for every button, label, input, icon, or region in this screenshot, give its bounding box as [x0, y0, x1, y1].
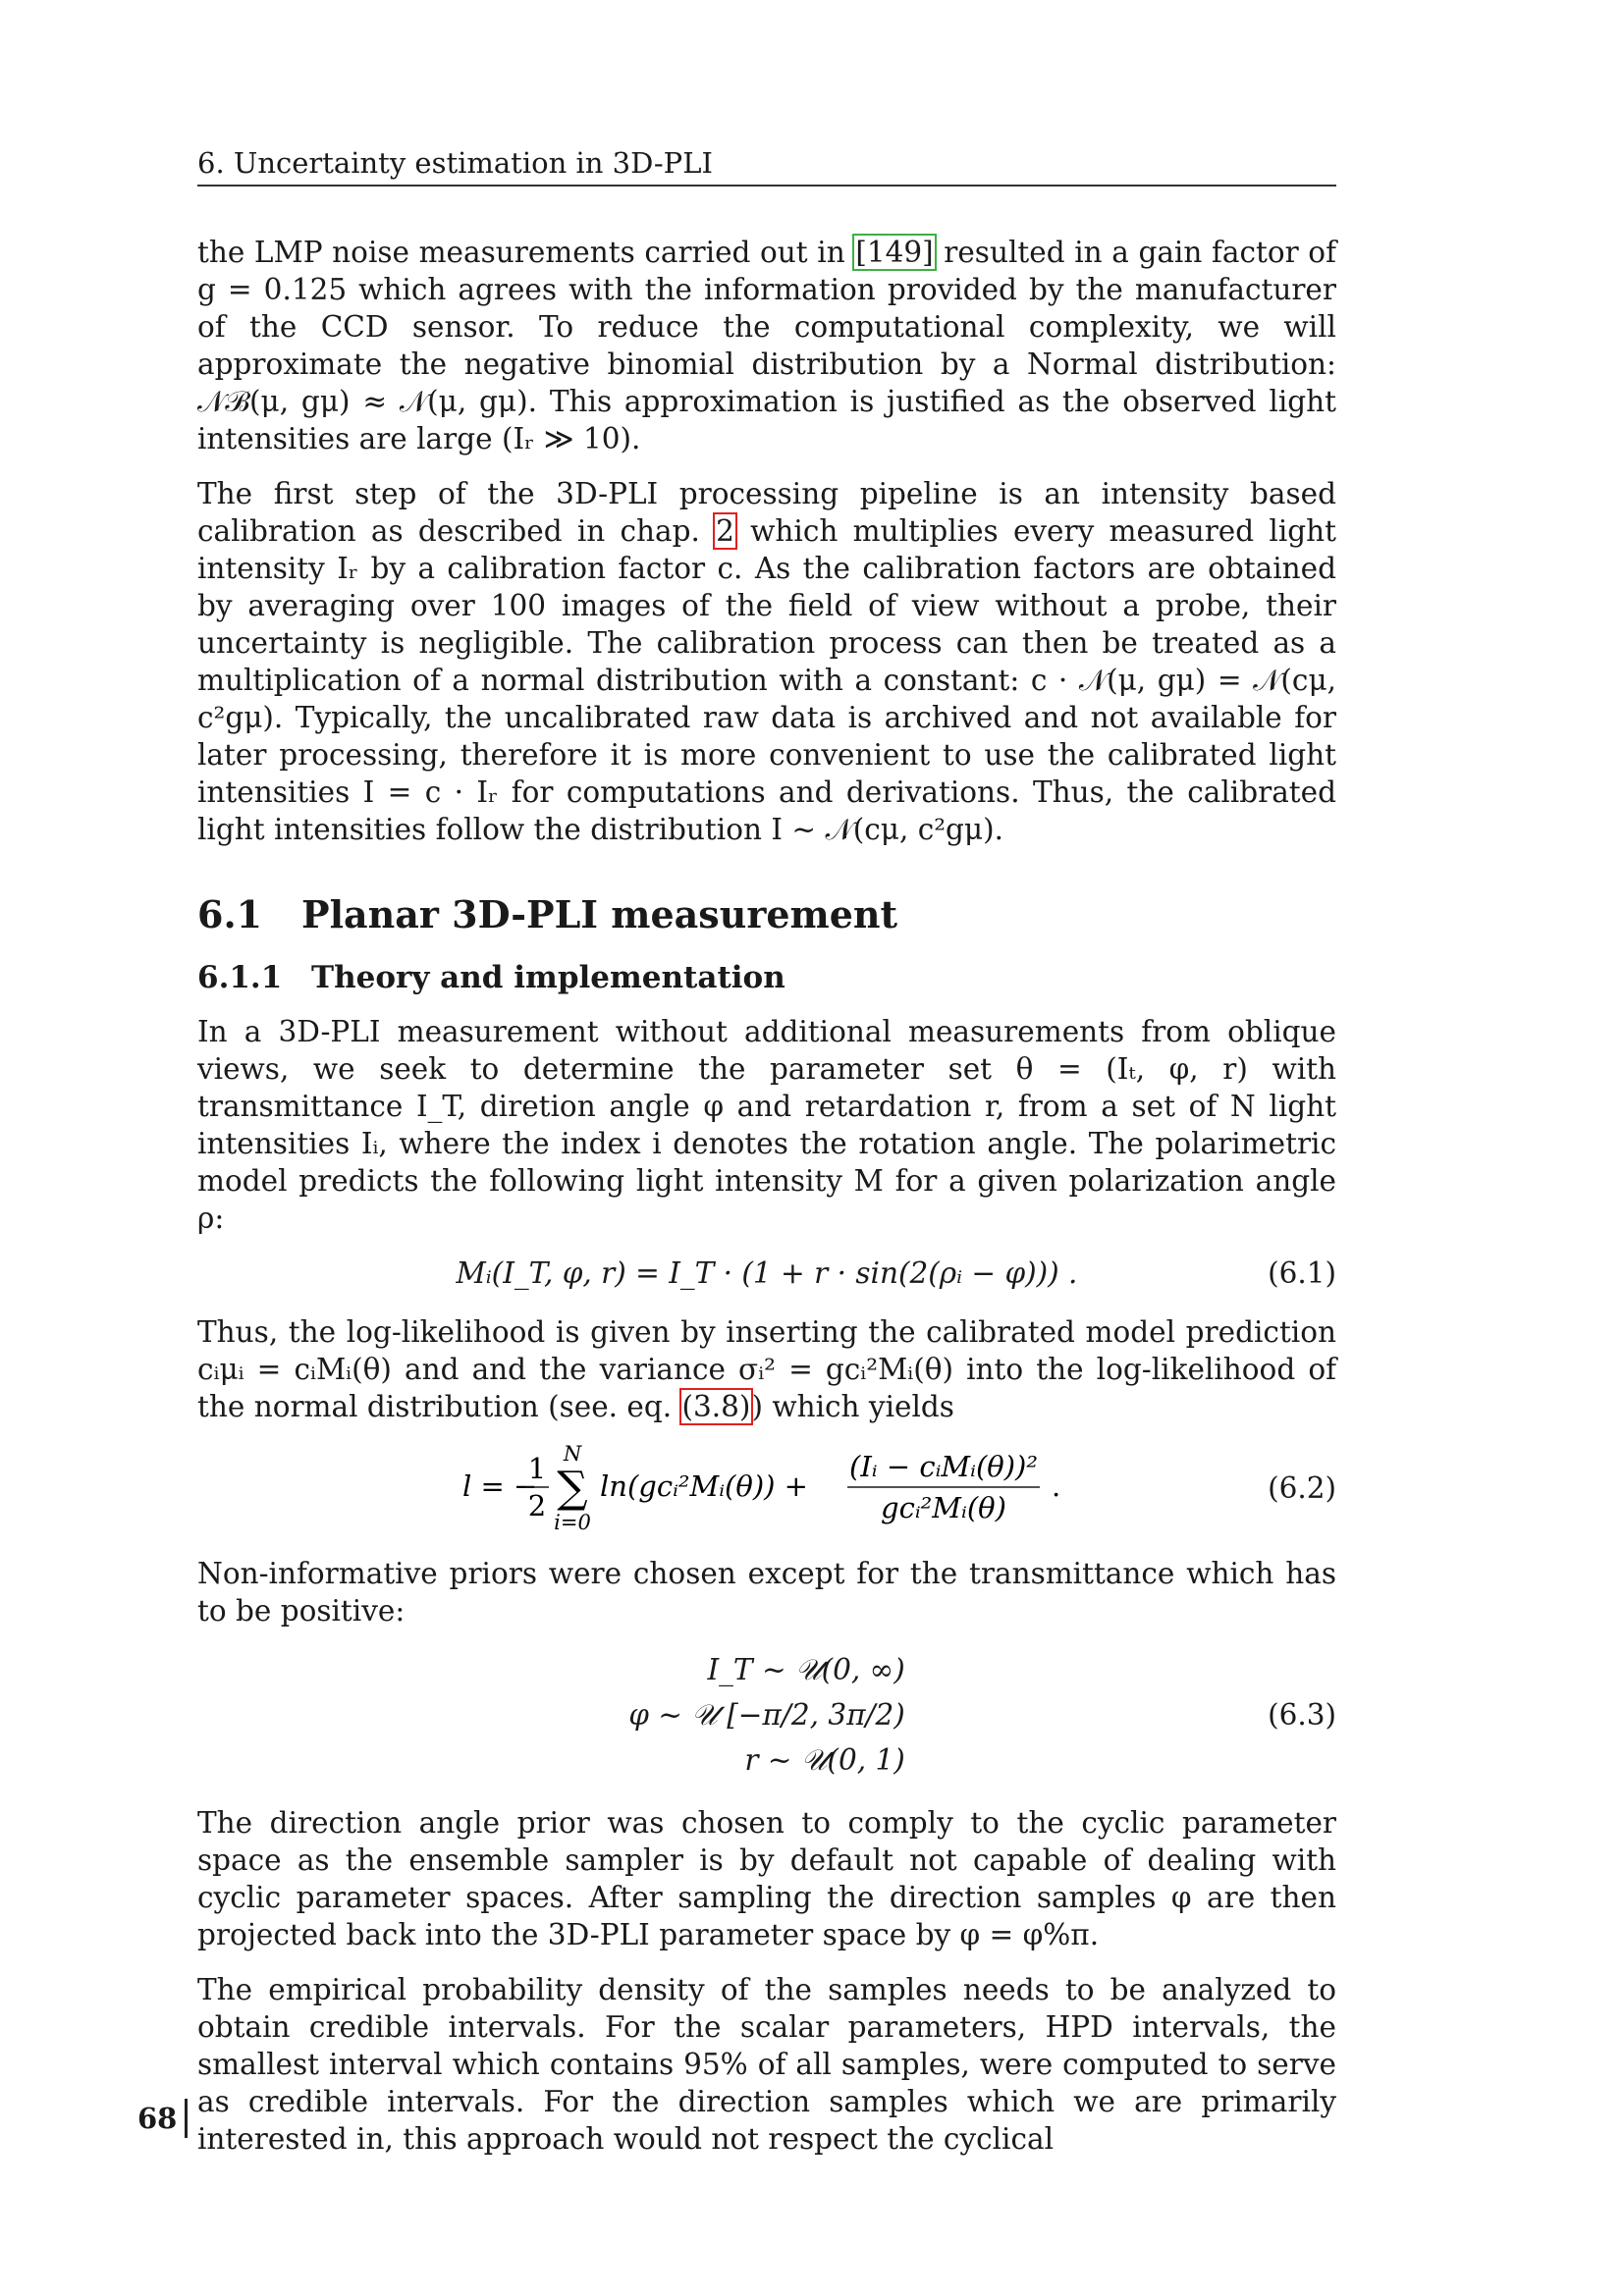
- prior-retardation: r ∼ 𝒰(0, 1): [744, 1743, 905, 1777]
- subsection-heading: [197, 958, 1336, 997]
- section-number: 6.1: [197, 892, 263, 936]
- eq2-sum-bottom: i=0: [554, 1511, 591, 1533]
- chapter-link-2[interactable]: 2: [716, 514, 734, 548]
- paragraph-noise: the LMP noise measurements carried out in [149] resulted in a gain factor of g = 0.125 which agrees with the information provided by the manufacturer of the CCD sensor. To reduce the computational complexity, we will approximate the negative binomial distribution by a Normal distribution: 𝒩ℬ(μ, gμ) ≈ 𝒩(μ, gμ). This approximation is justified as the observed light intensities are large (Iᵣ ≫ 10).: [197, 236, 1336, 455]
- paragraph-model: In a 3D-PLI measurement without additional measurements from oblique views, we seek to determine the parameter set θ = (Iₜ, φ, r) with transmittance I_T, diretion angle φ and retardation r, from a set of N light intensities Iᵢ, where the index i denotes the rotation angle. The polarimetric model predicts the following light intensity M for a given polarization angle ρ:: [197, 1015, 1336, 1235]
- subsection-title: Theory and implementation: [311, 960, 785, 995]
- equation-6-3-number: (6.3): [1268, 1698, 1336, 1732]
- paragraph-credible-intervals: The empirical probability density of the samples needs to be analyzed to obtain credible intervals. For the scalar parameters, HPD intervals, the smallest interval which contains 95% of all samples, were computed to serve as credible intervals. For the direction samples which we are primarily interested in, this approach would not respect the cyclical: [197, 1973, 1336, 2156]
- equation-6-2-svg: [462, 1443, 1071, 1533]
- equation-6-2: [197, 1443, 1336, 1533]
- paragraph-direction-prior: The direction angle prior was chosen to comply to the cyclic parameter space as the ensemble sampler is by default not capable of dealing with cyclic parameter spaces. After sampling the direction samples φ are then projected back into the 3D-PLI parameter space by φ = φ%π.: [197, 1806, 1336, 1951]
- eq2-frac-num: (Iᵢ − cᵢMᵢ(θ))²: [849, 1450, 1038, 1483]
- equation-6-1: [197, 1255, 1336, 1292]
- paragraph-loglikelihood: Thus, the log-likelihood is given by inserting the calibrated model prediction cᵢμᵢ = cᵢMᵢ(θ) and and the variance σᵢ² = gcᵢ²Mᵢ(θ) into the log-likelihood of the normal distribution (see. eq. (3.8)) which yields: [197, 1315, 1336, 1423]
- section-heading: [197, 891, 1336, 938]
- eq2-half-den: 2: [527, 1489, 547, 1522]
- eq2-tail: .: [1052, 1469, 1061, 1503]
- equation-6-1-body: Mᵢ(I_T, φ, r) = I_T · (1 + r · sin(2(ρᵢ − φ))) .: [456, 1256, 1078, 1290]
- equation-6-1-number: (6.1): [1268, 1256, 1336, 1290]
- paragraph-calibration: The first step of the 3D-PLI processing pipeline is an intensity based calibration as described in chap. 2 which multiplies every measured light intensity Iᵣ by a calibration factor c. As the calibration factors are obtained by averaging over 100 images of the field of view without a probe, their uncertainty is negligible. The calibration process can then be treated as a multiplication of a normal distribution with a constant: c · 𝒩(μ, gμ) = 𝒩(cμ, c²gμ). Typically, the uncalibrated raw data is archived and not available for later processing, therefore it is more convenient to use the calibrated light intensities I = c · Iᵣ for computations and derivations. Thus, the calibrated light intensities follow the distribution I ∼ 𝒩(cμ, c²gμ).: [197, 477, 1336, 846]
- running-header-title: 6. Uncertainty estimation in 3D-PLI: [197, 146, 713, 180]
- eq2-lhs: l = −: [462, 1469, 538, 1503]
- eq2-frac-den: gcᵢ²Mᵢ(θ): [881, 1491, 1006, 1524]
- running-header: [197, 143, 1336, 187]
- eq2-mid: ln(gcᵢ²Mᵢ(θ)) +: [600, 1469, 808, 1503]
- equation-link-3-8[interactable]: (3.8): [681, 1390, 751, 1423]
- equation-6-3: [197, 1647, 1336, 1783]
- section-title: Planar 3D-PLI measurement: [301, 892, 898, 936]
- paragraph-priors: Non-informative priors were chosen except for the transmittance which has to be positive:: [197, 1557, 1336, 1628]
- equation-6-2-number: (6.2): [1268, 1471, 1336, 1505]
- eq2-half-num: 1: [527, 1452, 547, 1485]
- subsection-number: 6.1.1: [197, 960, 283, 995]
- citation-link-149[interactable]: [149]: [855, 236, 934, 269]
- eq2-sum-symbol: ∑: [557, 1463, 588, 1513]
- prior-transmittance: I_T ∼ 𝒰(0, ∞): [707, 1653, 905, 1686]
- equation-6-3-body: [628, 1647, 905, 1783]
- prior-direction: φ ∼ 𝒰 [−π/2, 3π/2): [628, 1698, 905, 1732]
- eq2-sum-top: N: [563, 1443, 582, 1466]
- page-number: 68: [137, 2099, 188, 2138]
- page-body: [197, 234, 1336, 2175]
